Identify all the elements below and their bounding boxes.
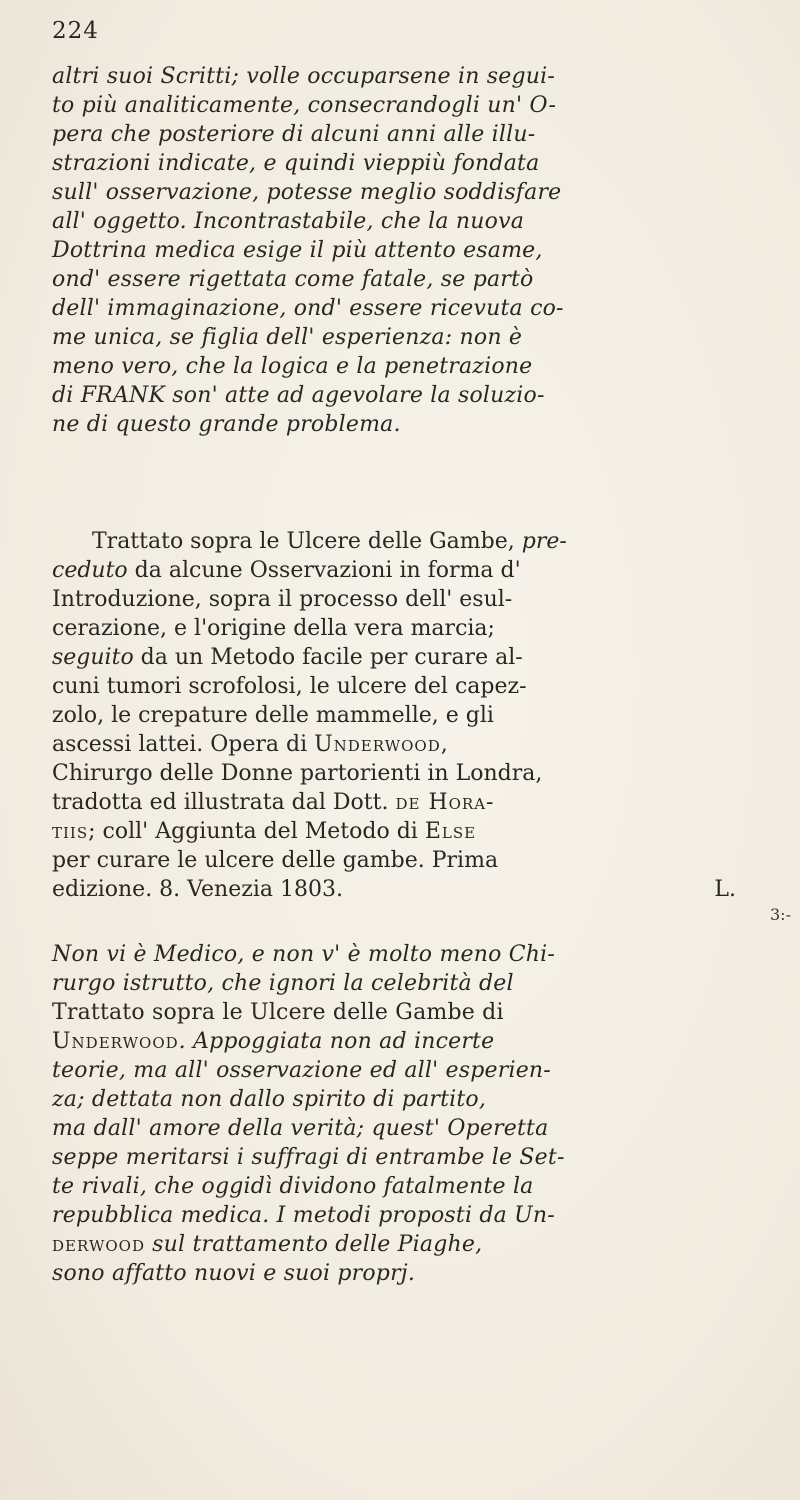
- text-line: pera che posteriore di alcuni anni alle illu-: [52, 122, 536, 147]
- text-line: Introduzione, sopra il processo dell' esul-: [52, 587, 513, 612]
- author-name: derwood: [52, 1232, 145, 1257]
- text-line: altri suoi Scritti; volle occuparsene in segui-: [52, 64, 555, 89]
- text-line: [52, 1230, 742, 1259]
- text-span: . Appoggiata non ad incerte: [178, 1029, 495, 1054]
- text-line: meno vero, che la logica e la penetrazione: [52, 354, 533, 379]
- text-line: di FRANK son' atte ad agevolare la soluzio-: [52, 383, 545, 408]
- text-line: Chirurgo delle Donne partorienti in Londra,: [52, 761, 543, 786]
- text-line: za; dettata non dallo spirito di partito,: [52, 1087, 487, 1112]
- book-title-text: Trattato sopra le Ulcere delle Gambe,: [92, 529, 522, 554]
- text-line: [52, 817, 742, 846]
- text-line: ond' essere rigettata come fatale, se partò: [52, 267, 534, 292]
- text-line: [52, 527, 742, 556]
- bibliographic-entry: [52, 527, 742, 904]
- text-span: ; coll' Aggiunta del Metodo di: [88, 819, 425, 844]
- text-line: repubblica medica. I metodi proposti da Un-: [52, 1203, 555, 1228]
- text-line: dell' immaginazione, ond' essere ricevuta co-: [52, 296, 564, 321]
- text-line: [52, 556, 742, 585]
- text-span: sul trattamento delle Piaghe,: [144, 1232, 483, 1257]
- paragraph-review-underwood: [52, 940, 742, 1288]
- author-name: Else: [424, 819, 477, 844]
- text-span: ascessi lattei. Opera di: [52, 732, 315, 757]
- italic-word: pre-: [521, 529, 567, 554]
- text-line: seppe meritarsi i suffragi di entrambe le Set-: [52, 1145, 565, 1170]
- text-line: Non vi è Medico, e non v' è molto meno Chi-: [52, 942, 555, 967]
- translator-name: de Hora-: [395, 790, 495, 815]
- text-line: teorie, ma all' osservazione ed all' esperien-: [52, 1058, 551, 1083]
- text-line: sull' osservazione, potesse meglio soddisfare: [52, 180, 562, 205]
- text-line: cerazione, e l'origine della vera marcia;: [52, 616, 495, 641]
- text-line: ma dall' amore della verità; quest' Operetta: [52, 1116, 549, 1141]
- author-name: Underwood: [52, 1029, 179, 1054]
- text-line: [52, 1027, 742, 1056]
- italic-word: seguito: [52, 645, 134, 670]
- edition-info: edizione. 8. Venezia 1803.: [52, 877, 343, 902]
- text-span: tradotta ed illustrata dal Dott.: [52, 790, 396, 815]
- text-line: [52, 788, 742, 817]
- text-line: [52, 643, 742, 672]
- text-line: zolo, le crepature delle mammelle, e gli: [52, 703, 494, 728]
- text-line: me unica, se figlia dell' esperienza: non è: [52, 325, 523, 350]
- text-line: Dottrina medica esige il più attento esame,: [52, 238, 543, 263]
- text-span: da alcune Osservazioni in forma d': [127, 558, 521, 583]
- text-line: te rivali, che oggidì dividono fatalmente la: [52, 1174, 534, 1199]
- text-line: to più analiticamente, consecrandogli un' O-: [52, 93, 557, 118]
- text-line: rurgo istrutto, che ignori la celebrità del: [52, 971, 514, 996]
- page-number: 224: [52, 18, 99, 44]
- text-span: da un Metodo facile per curare al-: [133, 645, 523, 670]
- text-line: ne di questo grande problema.: [52, 412, 401, 437]
- price-mark: L.: [714, 877, 736, 902]
- paragraph-commentary-frank: [52, 62, 742, 439]
- text-line: sono affatto nuovi e suoi proprj.: [52, 1261, 416, 1286]
- text-span: ,: [440, 732, 448, 757]
- text-line: Trattato sopra le Ulcere delle Gambe di: [52, 1000, 504, 1025]
- text-line: per curare le ulcere delle gambe. Prima: [52, 848, 499, 873]
- translator-name: tiis: [52, 819, 89, 844]
- text-line: all' oggetto. Incontrastabile, che la nuova: [52, 209, 525, 234]
- author-name: Underwood: [314, 732, 441, 757]
- text-line: [52, 730, 742, 759]
- text-line: strazioni indicate, e quindi vieppiù fondata: [52, 151, 540, 176]
- italic-word: ceduto: [52, 558, 128, 583]
- text-line: [52, 875, 742, 904]
- text-line: cuni tumori scrofolosi, le ulcere del capez-: [52, 674, 527, 699]
- margin-note: 3:-: [770, 905, 791, 924]
